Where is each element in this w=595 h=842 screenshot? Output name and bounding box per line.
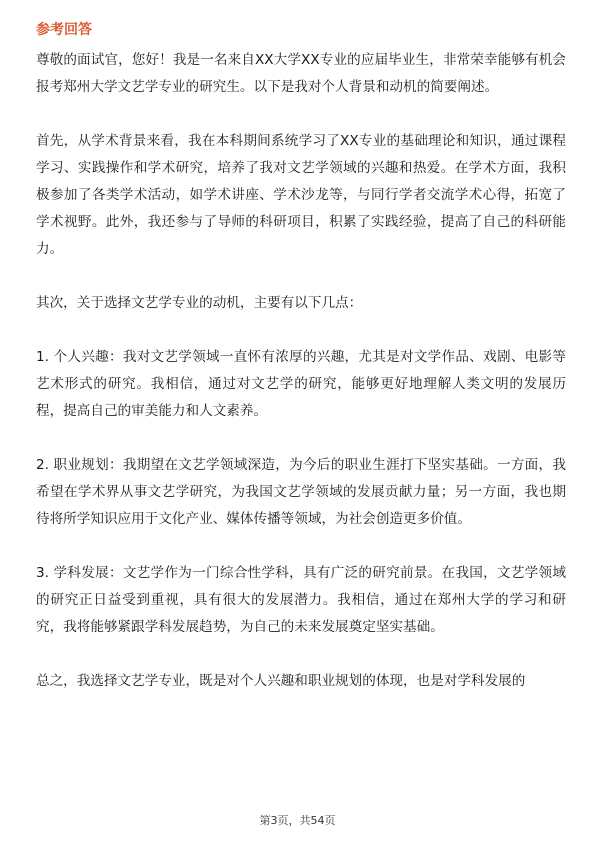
paragraph-point-1: 1. 个人兴趣：我对文艺学领域一直怀有浓厚的兴趣，尤其是对文学作品、戏剧、电影等艺术形式的研究。我相信，通过对文艺学的研究，能够更好地理解人类文明的发展历程，提高自己的审美能力和人文素养。 [36, 349, 566, 419]
paragraph-motivation-intro: 其次，关于选择文艺学专业的动机，主要有以下几点： [36, 295, 363, 311]
paragraph-background: 首先，从学术背景来看，我在本科期间系统学习了XX专业的基础理论和知识，通过课程学习、实践操作和学术研究，培养了我对文艺学领域的兴趣和热爱。在学术方面，我积极参加了各类学术活动，如学术讲座、学术沙龙等，与同行学者交流学术心得，拓宽了学术视野。此外，我还参与了导师的科研项目，积累了实践经验，提高了自己的科研能力。 [36, 133, 566, 257]
paragraph-point-2: 2. 职业规划：我期望在文艺学领域深造，为今后的职业生涯打下坚实基础。一方面，我希望在学术界从事文艺学研究，为我国文艺学领域的发展贡献力量；另一方面，我也期待将所学知识应用于文化产业、媒体传播等领域，为社会创造更多价值。 [36, 457, 566, 527]
section-heading: 参考回答 [36, 22, 92, 38]
paragraph-conclusion: 总之，我选择文艺学专业，既是对个人兴趣和职业规划的体现，也是对学科发展的 [36, 673, 526, 689]
paragraph-point-3: 3. 学科发展：文艺学作为一门综合性学科，具有广泛的研究前景。在我国，文艺学领域的研究正日益受到重视，具有很大的发展潜力。我相信，通过在郑州大学的学习和研究，我将能够紧跟学科发展趋势，为自己的未来发展奠定坚实基础。 [36, 565, 566, 635]
page-number-footer: 第3页，共54页 [259, 814, 336, 827]
paragraph-intro: 尊敬的面试官，您好！我是一名来自XX大学XX专业的应届毕业生，非常荣幸能够有机会报考郑州大学文艺学专业的研究生。以下是我对个人背景和动机的简要阐述。 [36, 52, 566, 95]
document-page [36, 20, 566, 695]
